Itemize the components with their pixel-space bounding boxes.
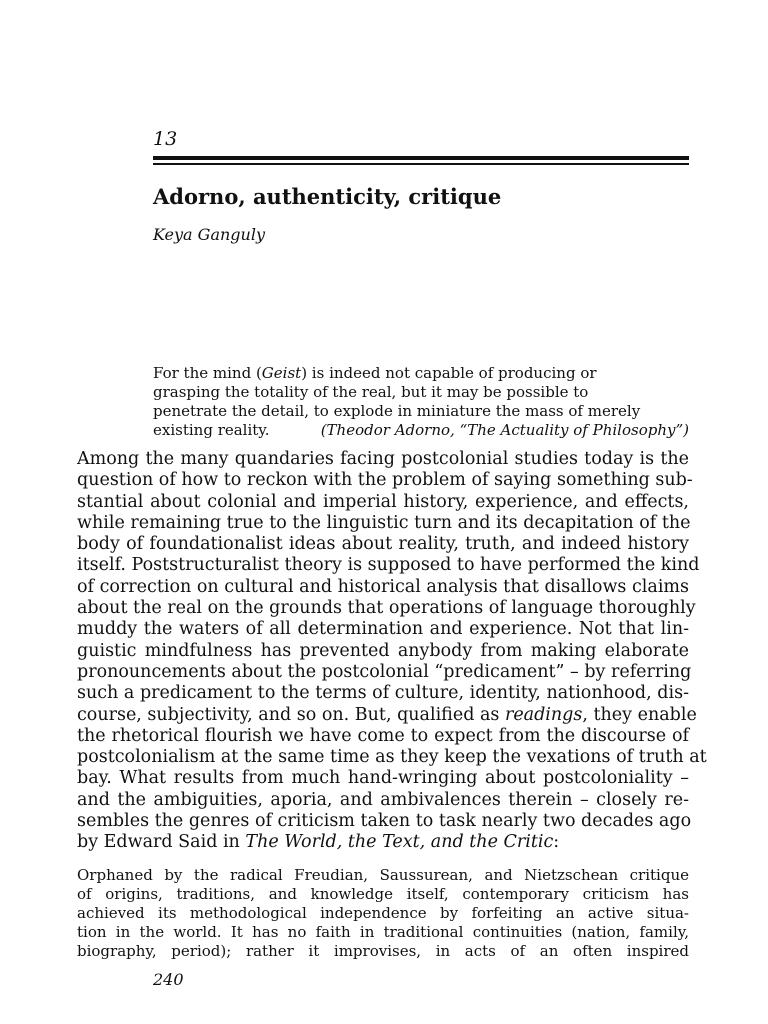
body-line: pronouncements about the postcolonial “predicament” – by referring [77,661,692,682]
block-quote-line: achieved its methodological independence by forfeiting an active situa- [77,904,689,922]
epigraph-line: grasping the totality of the real, but it may be possible to [153,383,589,401]
epigraph-line: penetrate the detail, to explode in miniature the mass of merely [153,402,641,420]
block-quote-line: of origins, traditions, and knowledge itself, contemporary criticism has [77,885,689,903]
body-line: stantial about colonial and imperial history, experience, and effects, [77,491,689,512]
epigraph-last-text: existing reality. [153,421,270,439]
body-line: itself. Poststructuralist theory is supposed to have performed the kind [77,555,700,576]
body-line: body of foundationalist ideas about reality, truth, and indeed history [77,534,689,555]
chapter-title: Adorno, authenticity, critique [153,184,502,209]
page-number: 240 [153,970,184,989]
header-rule-thin [153,163,689,165]
body-line: while remaining true to the linguistic turn and its decapitation of the [77,512,691,533]
body-line: bay. What results from much hand-wringing about postcoloniality – [77,768,689,789]
header-rule-thick [153,156,689,160]
body-line: course, subjectivity, and so on. But, qualified as readings, they enable [77,704,697,725]
body-line: by Edward Said in The World, the Text, and the Critic: [77,832,560,853]
epigraph-attribution: (Theodor Adorno, “The Actuality of Philosophy”) [320,421,689,439]
block-quote [77,866,689,961]
epigraph-line [153,421,689,440]
epigraph-line: For the mind (Geist) is indeed not capable of producing or [153,364,597,382]
body-line: postcolonialism at the same time as they keep the vexations of truth at [77,747,707,768]
chapter-number: 13 [153,128,178,150]
epigraph [153,364,689,440]
body-line: muddy the waters of all determination and experience. Not that lin- [77,619,689,640]
body-paragraph [77,449,707,854]
body-line: such a predicament to the terms of culture, identity, nationhood, dis- [77,683,689,704]
body-line: about the real on the grounds that operations of language thoroughly [77,598,696,619]
body-line: sembles the genres of criticism taken to task nearly two decades ago [77,811,692,832]
chapter-author: Keya Ganguly [153,225,265,244]
body-line: and the ambiguities, aporia, and ambivalences therein – closely re- [77,789,689,810]
body-line: question of how to reckon with the problem of saying something sub- [77,470,693,491]
body-line: guistic mindfulness has prevented anybody from making elaborate [77,640,689,661]
block-quote-line: biography, period); rather it improvises, in acts of an often inspired [77,942,689,960]
block-quote-line: Orphaned by the radical Freudian, Saussurean, and Nietzschean critique [77,866,689,884]
body-line: the rhetorical flourish we have come to expect from the discourse of [77,725,689,746]
block-quote-line: tion in the world. It has no faith in traditional continuities (nation, family, [77,923,689,941]
body-line: Among the many quandaries facing postcolonial studies today is the [77,449,689,469]
body-line: of correction on cultural and historical analysis that disallows claims [77,576,689,597]
